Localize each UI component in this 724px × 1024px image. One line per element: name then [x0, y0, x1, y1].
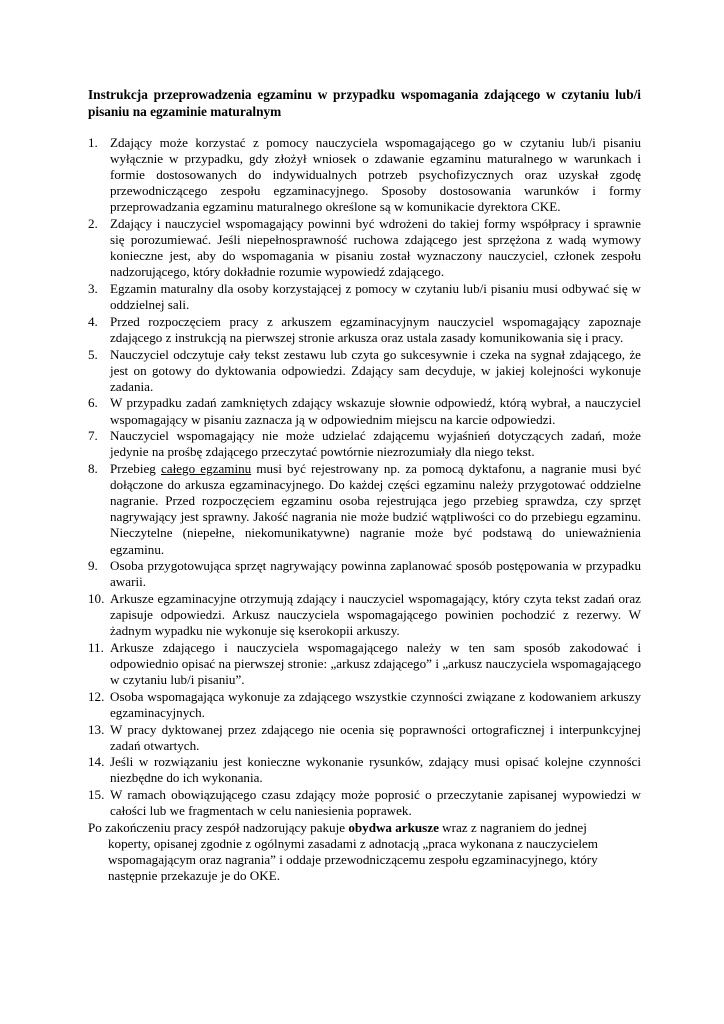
item-text: Zdający może korzystać z pomocy nauczyciela wspomagającego go w czytaniu lub/i pisaniu wyłącznie w przypadku, gdy złożył wniosek o zdawanie egzaminu maturalnego w warunkach i formie dostosowanych do indywidualnych potrzeb psychofizycznych oraz uzyskał zgodę przewodniczącego zespołu egzaminacyjnego. Sposoby dostosowania warunków i formy przeprowadzania egzaminu maturalnego określone są w komunikacie dyrektora CKE.	[110, 135, 641, 215]
list-item	[88, 347, 641, 395]
item-number: 3.	[88, 281, 98, 297]
item-number: 10.	[88, 590, 105, 606]
closing-line-1-before: Po zakończeniu pracy zespół nadzorujący pakuje	[88, 819, 349, 835]
item-number: 12.	[88, 688, 105, 704]
item-text-after: musi być rejestrowany np. za pomocą dyktafonu, a nagranie musi być dołączone do arkusza egzaminacyjnego. Do każdej części egzaminu należy przygotować oddzielne nagranie. Przed rozpoczęciem egzaminu osoba rejestrująca jego przebieg sprawdza, czy sprzęt nagrywający jest sprawny. Jakość nagrania nie może budzić wątpliwości co do przebiegu egzaminu. Nieczytelne (niepełne, niekomunikatywne) nagranie może być podstawą do unieważnienia egzaminu.	[110, 461, 641, 557]
list-item	[88, 722, 641, 754]
item-number: 4.	[88, 313, 98, 329]
list-item	[88, 135, 641, 215]
list-item	[88, 281, 641, 313]
list-item	[88, 689, 641, 721]
item-text: W ramach obowiązującego czasu zdający może poprosić o przeczytanie zapisanej wypowiedzi w całości lub we fragmentach w celu naniesienia poprawek.	[110, 787, 641, 819]
instruction-list	[88, 135, 641, 819]
item-text: Osoba wspomagająca wykonuje za zdającego wszystkie czynności związane z kodowaniem arkuszy egzaminacyjnych.	[110, 688, 641, 720]
list-item	[88, 787, 641, 819]
item-number: 1.	[88, 135, 98, 150]
item-text-underlined: całego egzaminu	[160, 461, 252, 477]
list-item	[88, 558, 641, 590]
item-number: 2.	[88, 216, 98, 232]
list-item	[88, 395, 641, 427]
item-text: Jeśli w rozwiązaniu jest konieczne wykonanie rysunków, zdający musi opisać kolejne czynności niezbędne do ich wykonania.	[110, 754, 641, 786]
item-text: W pracy dyktowanej przez zdającego nie ocenia się poprawności ortograficznej i interpunkcyjnej zadań otwartych.	[110, 721, 641, 753]
item-text: W przypadku zadań zamkniętych zdający wskazuje słownie odpowiedź, którą wybrał, a nauczyciel wspomagający w pisaniu zaznacza ją w odpowiednim miejscu na karcie odpowiedzi.	[110, 395, 641, 427]
list-item	[88, 314, 641, 346]
item-number: 14.	[88, 754, 105, 770]
list-item	[88, 216, 641, 280]
list-item	[88, 640, 641, 688]
list-item	[88, 754, 641, 786]
page-title: Instrukcja przeprowadzenia egzaminu w przypadku wspomagania zdającego w czytaniu lub/i pisaniu na egzaminie maturalnym	[88, 87, 641, 119]
closing-paragraph	[88, 820, 641, 884]
closing-line-4: następnie przekazuje je do OKE.	[108, 868, 280, 884]
item-number: 9.	[88, 558, 98, 574]
item-text: Arkusze zdającego i nauczyciela wspomagającego należy w ten sam sposób zakodować i odpowiednio opisać na pierwszej stronie: „arkusz zdającego” i „arkusz nauczyciela wspomagającego w czytaniu lub/i pisaniu”.	[110, 639, 641, 688]
item-text: Przed rozpoczęciem pracy z arkuszem egzaminacyjnym nauczyciel wspomagający zapoznaje zdającego z instrukcją na pierwszej stronie arkusza oraz ustala zasady komunikowania się i pracy.	[110, 313, 641, 345]
list-item	[88, 591, 641, 639]
item-text-before: Przebieg	[110, 461, 161, 477]
closing-line-1-after: wraz z nagraniem do jednej	[438, 819, 587, 835]
item-text: Zdający i nauczyciel wspomagający powinni być wdrożeni do takiej formy współpracy i sprawnie się porozumiewać. Jeśli niepełnosprawność ruchowa zdającego jest sprzężona z wadą wymowy konieczne jest, aby do wspomagania w pisaniu został wyznaczony nauczyciel, członek zespołu nadzorującego, który dokładnie rozumie wypowiedź zdającego.	[110, 216, 641, 280]
item-text: Arkusze egzaminacyjne otrzymują zdający i nauczyciel wspomagający, który czyta tekst zadań oraz zapisuje odpowiedzi. Arkusz nauczyciela wspomagającego powinien pochodzić z rezerwy. W żadnym wypadku nie wykonuje się kserokopii arkuszy.	[110, 590, 641, 639]
closing-line-3: wspomagającym oraz nagrania” i oddaje przewodniczącemu zespołu egzaminacyjnego, który	[108, 852, 598, 868]
closing-line-1-bold: obydwa arkusze	[348, 819, 439, 835]
item-number: 15.	[88, 787, 105, 803]
item-text: Osoba przygotowująca sprzęt nagrywający powinna zaplanować sposób postępowania w przypadku awarii.	[110, 558, 641, 590]
closing-line-2: koperty, opisanej zgodnie z ogólnymi zasadami z adnotacją „praca wykonana z nauczycielem	[108, 835, 598, 851]
list-item	[88, 428, 641, 460]
item-text: Egzamin maturalny dla osoby korzystającej z pomocy w czytaniu lub/i pisaniu musi odbywać się w oddzielnej sali.	[110, 281, 641, 313]
list-item	[88, 461, 641, 558]
item-number: 8.	[88, 461, 98, 477]
item-text: Nauczyciel odczytuje cały tekst zestawu lub czyta go sukcesywnie i czeka na sygnał zdającego, że jest on gotowy do dyktowania odpowiedzi. Zdający sam decyduje, w jakiej kolejności wykonuje zadania.	[110, 346, 641, 394]
item-number: 6.	[88, 395, 98, 411]
item-number: 7.	[88, 428, 98, 444]
item-number: 13.	[88, 721, 105, 737]
item-number: 11.	[88, 639, 104, 655]
item-number: 5.	[88, 346, 98, 362]
item-text: Nauczyciel wspomagający nie może udzielać zdającemu wyjaśnień dotyczących zadań, może jedynie na prośbę zdającego przeczytać powtórnie niezrozumiały dla niego tekst.	[110, 428, 641, 460]
